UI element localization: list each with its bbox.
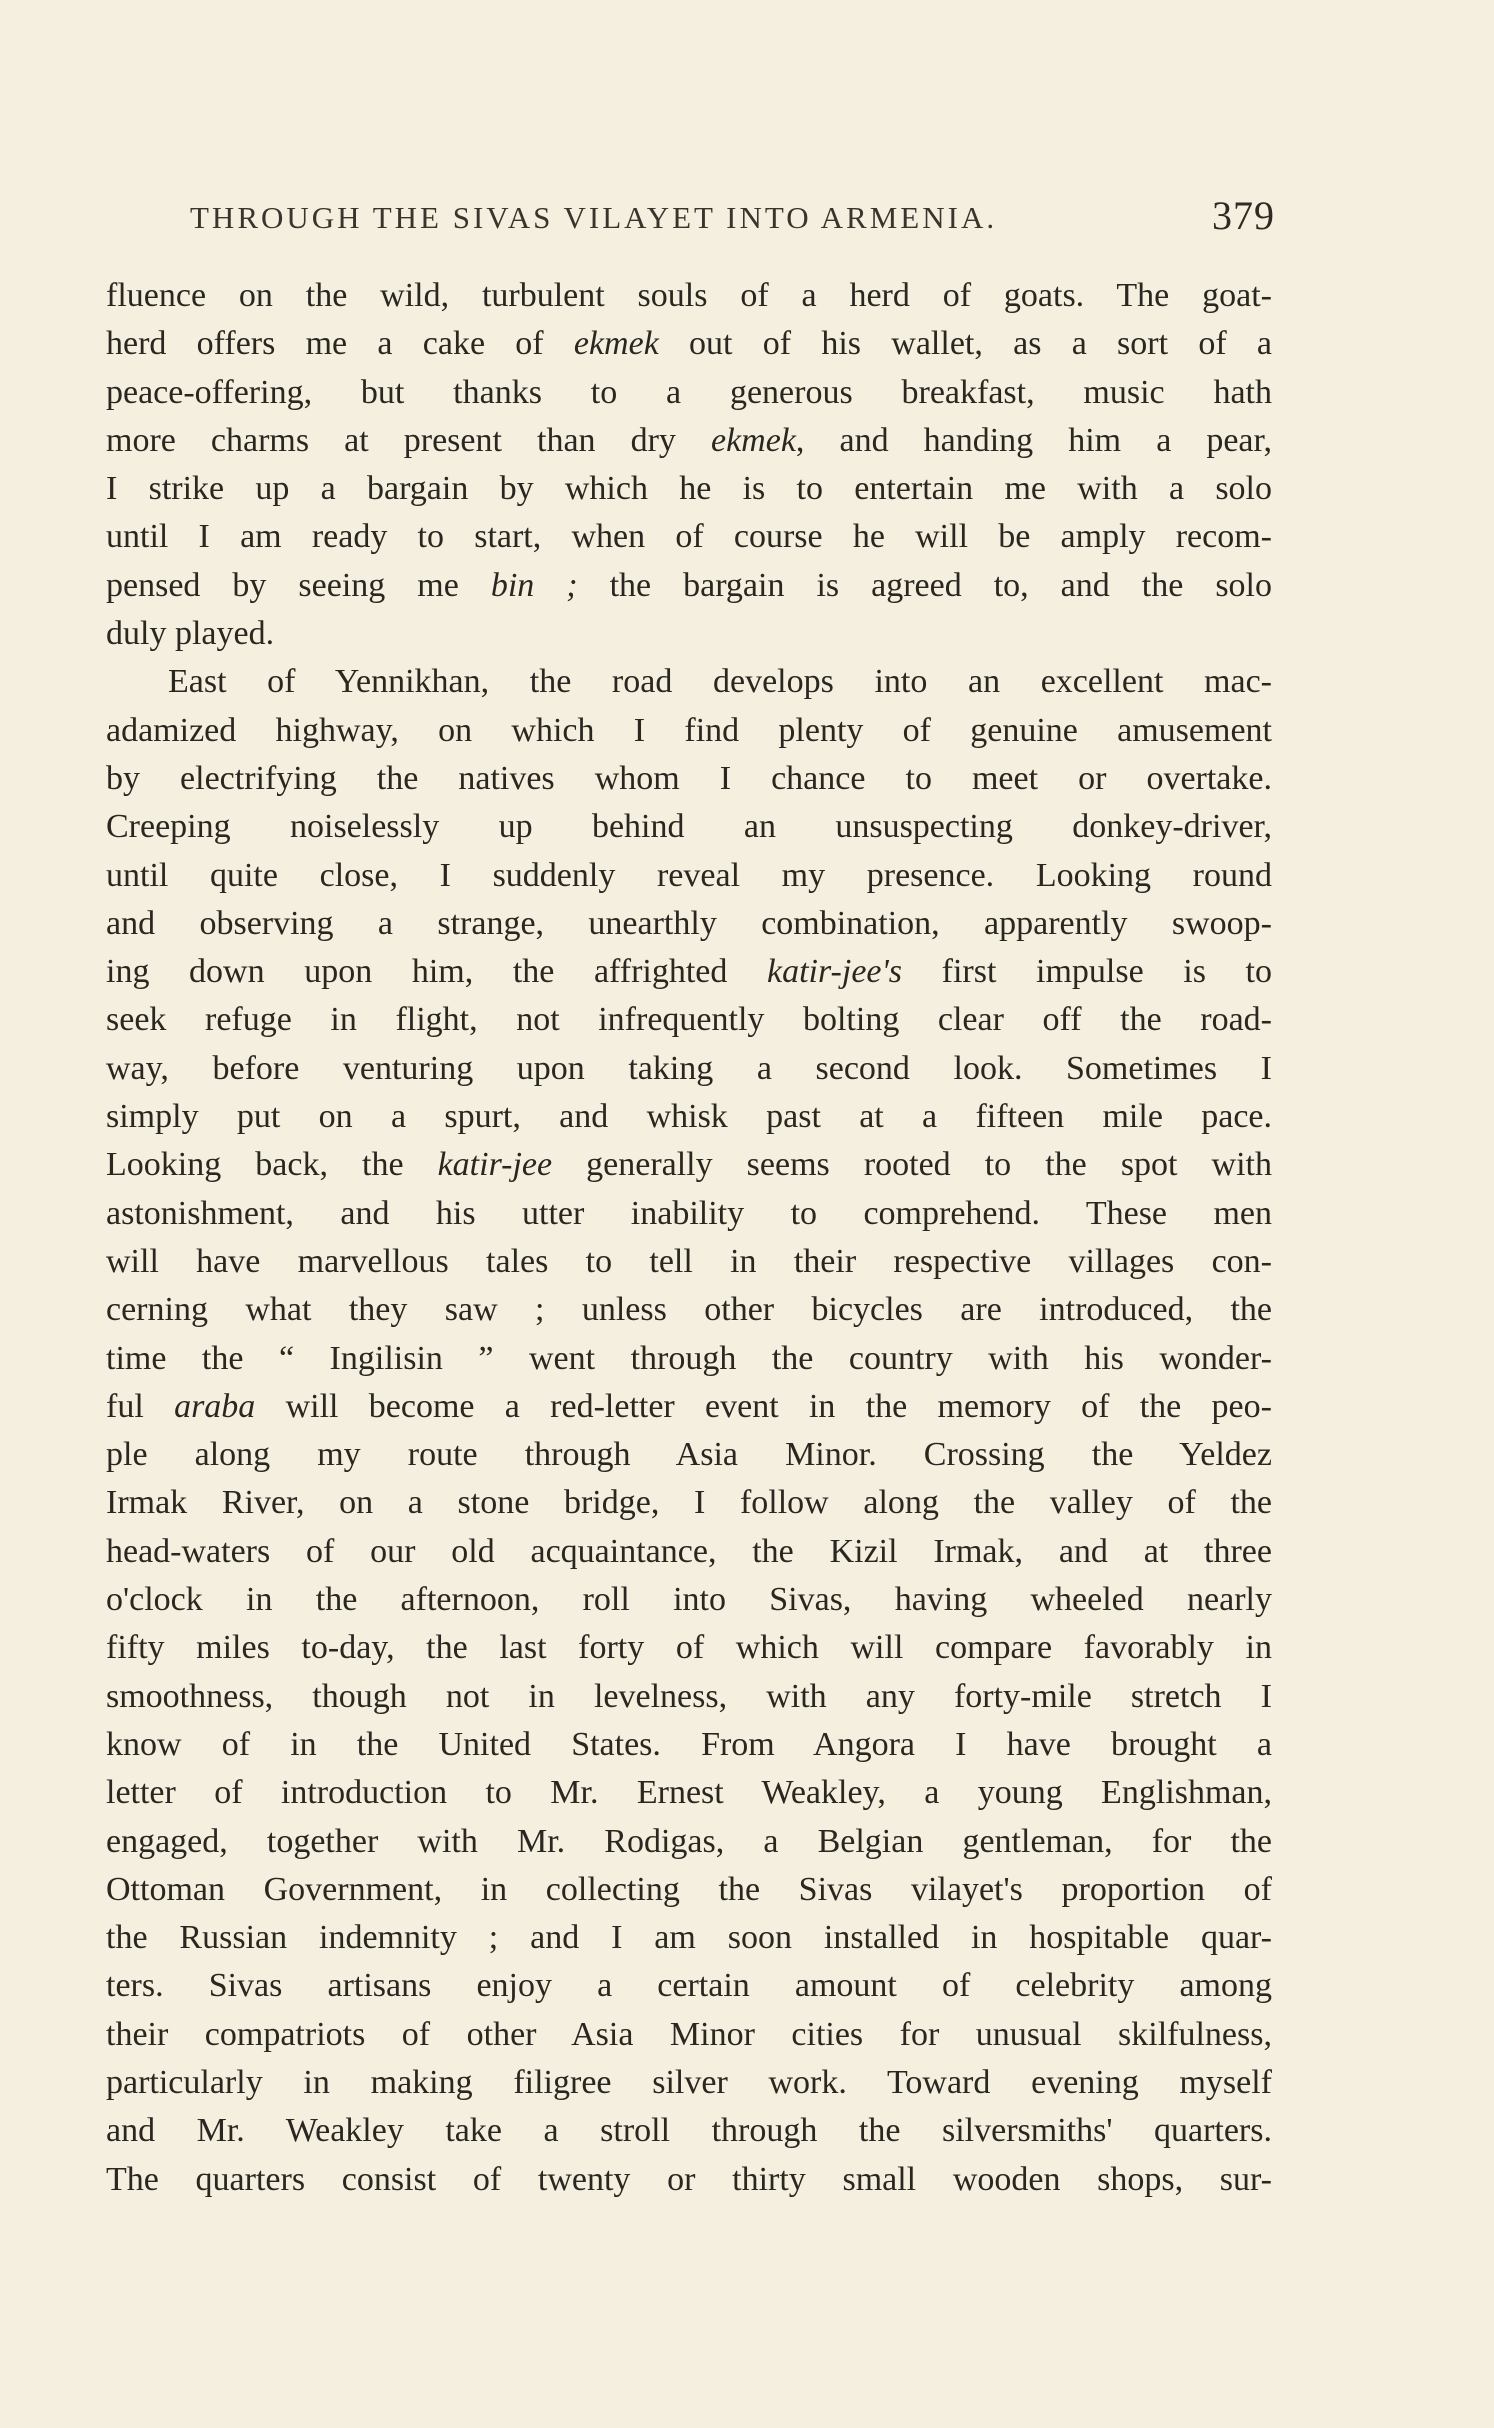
text-line <box>106 1383 1272 1431</box>
text-line <box>106 1624 1272 1672</box>
text-segment: smoothness, though not in levelness, with any forty-mile stretch I <box>106 1677 1272 1715</box>
text-line <box>106 1673 1272 1721</box>
text-line <box>106 1818 1272 1866</box>
italic-word: ekmek <box>711 421 796 459</box>
text-segment: East of Yennikhan, the road develops into an excellent mac- <box>168 663 1272 701</box>
text-segment: peace-offering, but thanks to a generous breakfast, music hath <box>106 373 1272 411</box>
body-text <box>106 272 1272 2204</box>
text-segment: by electrifying the natives whom I chance to meet or overtake. <box>106 759 1272 797</box>
text-line <box>106 2156 1272 2204</box>
text-line <box>106 1962 1272 2010</box>
text-line <box>106 2107 1272 2155</box>
text-segment: seek refuge in flight, not infrequently bolting clear off the road- <box>106 1001 1272 1039</box>
italic-word: bin ; <box>490 566 578 604</box>
text-line <box>106 1190 1272 1238</box>
text-segment: fluence on the wild, turbulent souls of a herd of goats. The goat- <box>106 277 1272 314</box>
text-segment: and observing a strange, unearthly combination, apparently swoop- <box>106 904 1272 942</box>
text-line <box>106 658 1272 706</box>
text-line <box>106 1045 1272 1093</box>
text-segment: duly played. <box>106 615 275 653</box>
text-segment: adamized highway, on which I find plenty of genuine amusement <box>106 711 1272 749</box>
text-segment: way, before venturing upon taking a second look. Sometimes I <box>106 1049 1272 1087</box>
text-line <box>106 513 1272 561</box>
text-line <box>106 272 1272 320</box>
text-segment: until I am ready to start, when of course he will be amply recom- <box>106 518 1272 556</box>
running-head <box>190 192 1275 242</box>
text-line <box>106 1093 1272 1141</box>
text-line <box>106 1431 1272 1479</box>
text-segment: ful <box>106 1387 175 1425</box>
text-segment: will have marvellous tales to tell in their respective villages con- <box>106 1242 1272 1280</box>
running-title: THROUGH THE SIVAS VILAYET INTO ARMENIA. <box>190 200 998 235</box>
italic-word: katir-jee <box>437 1146 553 1184</box>
text-line <box>106 996 1272 1044</box>
text-segment: the Russian indemnity ; and I am soon installed in hospitable quar- <box>106 1919 1272 1957</box>
text-line <box>106 1335 1272 1383</box>
text-line <box>106 1528 1272 1576</box>
text-segment: I strike up a bargain by which he is to entertain me with a solo <box>106 470 1272 508</box>
text-segment: and Mr. Weakley take a stroll through the silversmiths' quarters. <box>106 2112 1272 2150</box>
text-segment: Irmak River, on a stone bridge, I follow along the valley of the <box>106 1484 1272 1522</box>
text-segment: out of his wallet, as a sort of a <box>658 325 1272 363</box>
text-line <box>106 369 1272 417</box>
text-segment: head-waters of our old acquaintance, the Kizil Irmak, and at three <box>106 1532 1272 1570</box>
italic-word: katir-jee's <box>767 953 903 991</box>
text-line <box>106 755 1272 803</box>
text-line <box>106 803 1272 851</box>
text-line <box>106 707 1272 755</box>
text-segment: simply put on a spurt, and whisk past at a fifteen mile pace. <box>106 1098 1272 1136</box>
text-line <box>106 1479 1272 1527</box>
text-line <box>106 610 1272 658</box>
text-segment: Creeping noiselessly up behind an unsuspecting donkey-driver, <box>106 808 1272 846</box>
text-segment: will become a red-letter event in the memory of the peo- <box>255 1387 1272 1425</box>
text-segment: o'clock in the afternoon, roll into Sivas, having wheeled nearly <box>106 1581 1272 1619</box>
page-number: 379 <box>1212 193 1275 238</box>
text-line <box>106 417 1272 465</box>
text-line <box>106 562 1272 610</box>
text-line <box>106 852 1272 900</box>
text-line <box>106 1141 1272 1189</box>
text-line <box>106 2011 1272 2059</box>
text-segment: ing down upon him, the affrighted <box>106 953 768 991</box>
text-segment: more charms at present than dry <box>106 421 711 459</box>
text-segment: The quarters consist of twenty or thirty small wooden shops, sur- <box>106 2160 1272 2198</box>
text-segment: astonishment, and his utter inability to comprehend. These men <box>106 1194 1272 1232</box>
text-segment: until quite close, I suddenly reveal my presence. Looking round <box>106 856 1272 894</box>
text-segment: ters. Sivas artisans enjoy a certain amount of celebrity among <box>106 1967 1272 2005</box>
text-line <box>106 465 1272 513</box>
text-segment: particularly in making filigree silver work. Toward evening myself <box>106 2063 1272 2101</box>
text-line <box>106 1238 1272 1286</box>
text-line <box>106 1721 1272 1769</box>
text-segment: pensed by seeing me <box>106 566 491 604</box>
text-segment: engaged, together with Mr. Rodigas, a Belgian gentleman, for the <box>106 1822 1272 1860</box>
text-line <box>106 1286 1272 1334</box>
italic-word: araba <box>174 1387 256 1425</box>
text-segment: Ottoman Government, in collecting the Sivas vilayet's proportion of <box>106 1870 1272 1908</box>
italic-word: ekmek <box>573 325 659 363</box>
text-line <box>106 1914 1272 1962</box>
text-segment: cerning what they saw ; unless other bicycles are introduced, the <box>106 1291 1272 1329</box>
text-segment: letter of introduction to Mr. Ernest Weakley, a young Englishman, <box>106 1774 1272 1812</box>
text-segment: first impulse is to <box>902 953 1273 991</box>
text-segment: ple along my route through Asia Minor. Crossing the Yeldez <box>106 1436 1272 1474</box>
text-segment: know of in the United States. From Angora I have brought a <box>106 1725 1272 1763</box>
text-line <box>106 1866 1272 1914</box>
text-segment: Looking back, the <box>106 1146 438 1184</box>
text-line <box>106 900 1272 948</box>
text-line <box>106 1576 1272 1624</box>
text-segment: , and handing him a pear, <box>795 421 1272 459</box>
text-segment: their compatriots of other Asia Minor cities for unusual skilfulness, <box>106 2015 1272 2053</box>
text-line <box>106 1769 1272 1817</box>
text-segment: generally seems rooted to the spot with <box>552 1146 1272 1184</box>
text-segment: fifty miles to-day, the last forty of which will compare favorably in <box>106 1629 1272 1667</box>
text-line <box>106 2059 1272 2107</box>
text-line <box>106 948 1272 996</box>
text-segment: the bargain is agreed to, and the solo <box>577 566 1272 604</box>
text-segment: herd offers me a cake of <box>106 325 574 363</box>
text-line <box>106 320 1272 368</box>
text-segment: time the “ Ingilisin ” went through the country with his wonder- <box>106 1339 1272 1377</box>
